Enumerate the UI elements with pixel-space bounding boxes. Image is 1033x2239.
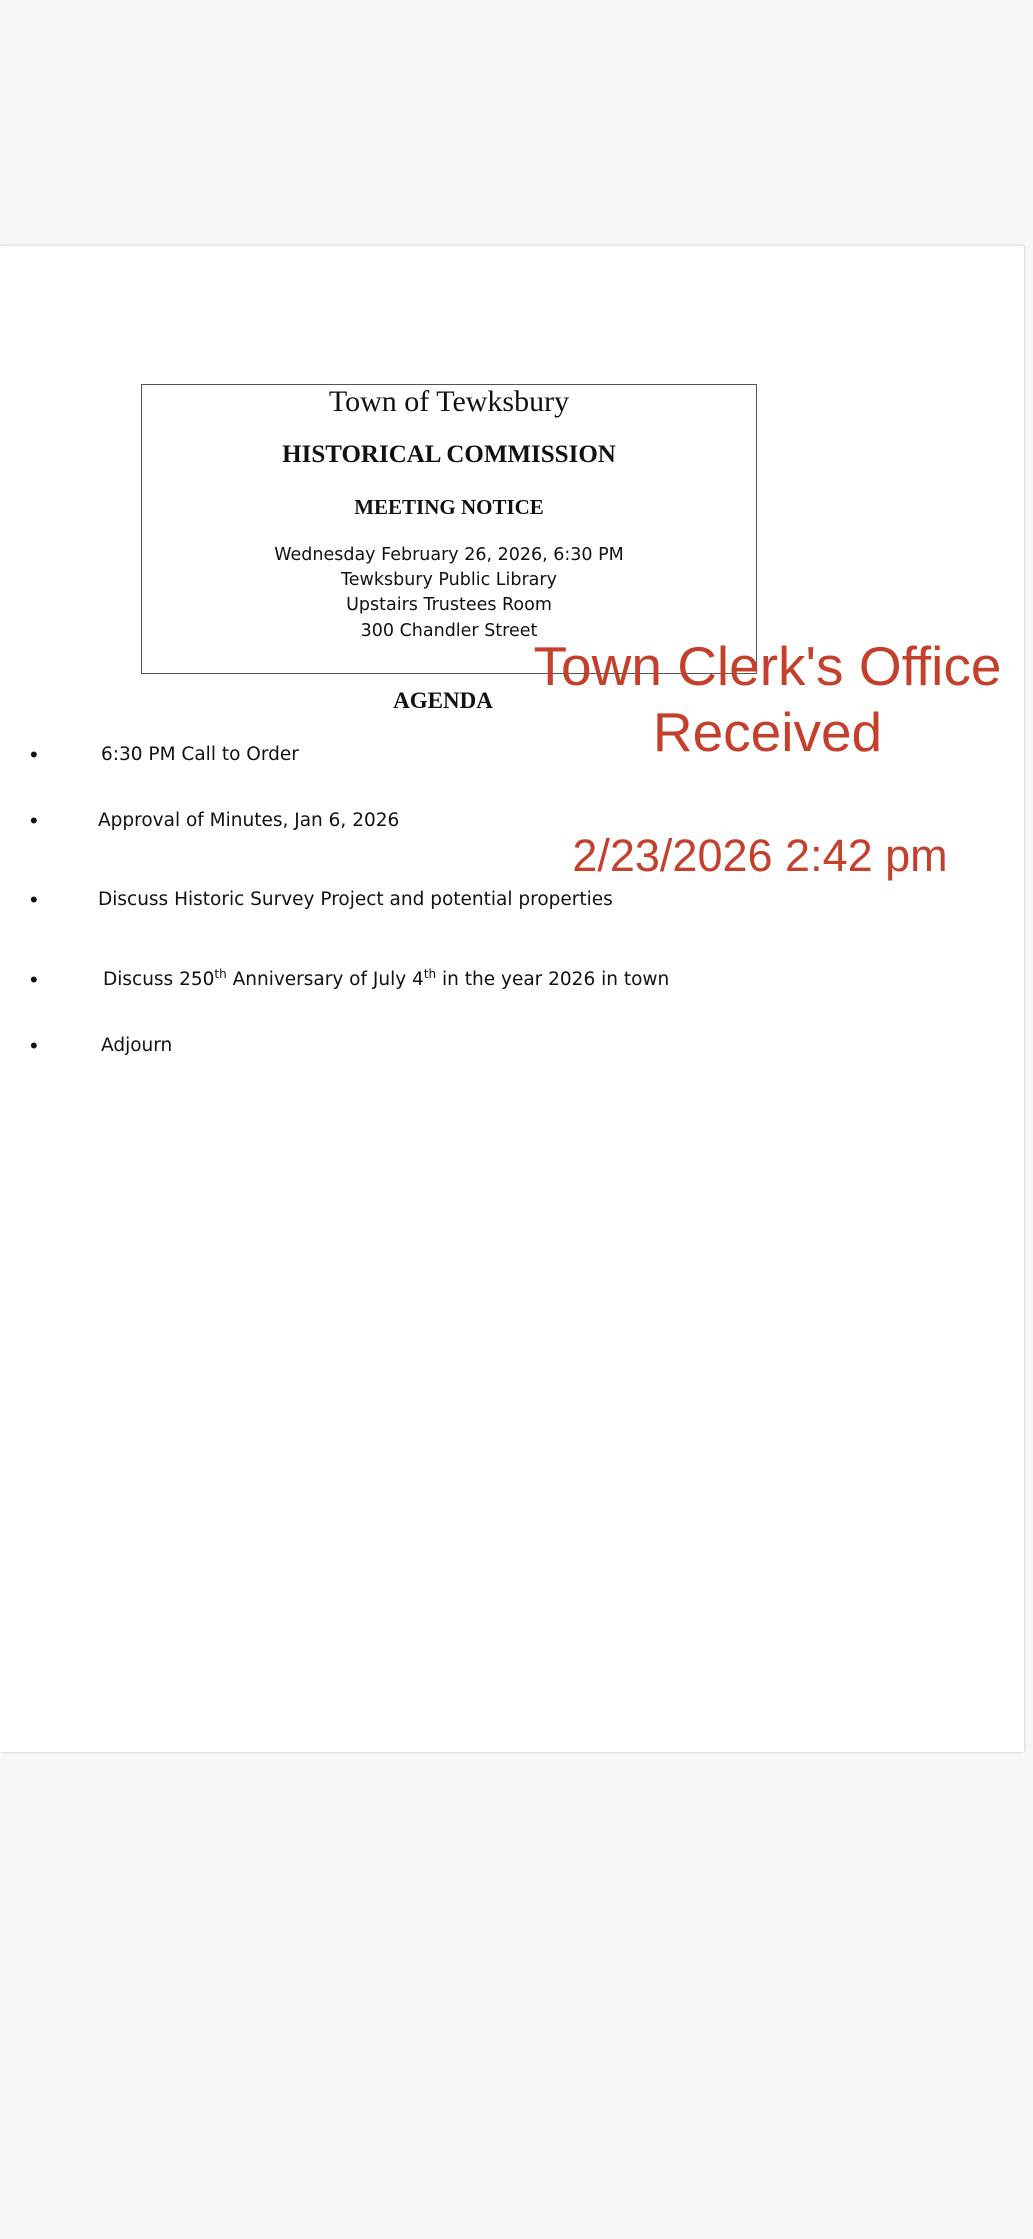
meeting-notice-title: MEETING NOTICE (354, 495, 544, 519)
agenda-heading: AGENDA (393, 688, 493, 713)
bullet-icon: • (30, 808, 38, 833)
agenda-item: 6:30 PM Call to Order (101, 744, 299, 765)
clerk-stamp-date: 2/23/2026 2:42 pm (572, 830, 948, 881)
bullet-icon: • (30, 742, 38, 767)
town-name: Town of Tewksbury (328, 385, 570, 418)
ordinal-suffix: th (423, 967, 437, 981)
meeting-location: Tewksbury Public Library (341, 570, 557, 590)
meeting-address: 300 Chandler Street (360, 621, 538, 641)
agenda-item-text: Discuss 250 (103, 969, 215, 990)
clerk-stamp-received: Received (652, 701, 883, 763)
meeting-date-time: Wednesday February 26, 2026, 6:30 PM (274, 545, 624, 565)
bullet-icon: • (30, 1033, 38, 1058)
agenda-item: Approval of Minutes, Jan 6, 2026 (98, 810, 400, 831)
document-page (0, 246, 1024, 1752)
agenda-item-text: in the year 2026 in town (436, 969, 670, 990)
agenda-item-text: Anniversary of July 4 (226, 969, 424, 990)
agenda-item: Discuss Historic Survey Project and potential properties (98, 889, 613, 910)
bullet-icon: • (30, 887, 38, 912)
clerk-stamp-office: Town Clerk's Office (533, 635, 1002, 697)
bullet-icon: • (30, 967, 38, 992)
agenda-item (103, 967, 669, 993)
meeting-room: Upstairs Trustees Room (346, 595, 552, 615)
ordinal-suffix: th (214, 967, 227, 981)
commission-name: HISTORICAL COMMISSION (282, 441, 616, 468)
agenda-item: Adjourn (101, 1035, 173, 1056)
